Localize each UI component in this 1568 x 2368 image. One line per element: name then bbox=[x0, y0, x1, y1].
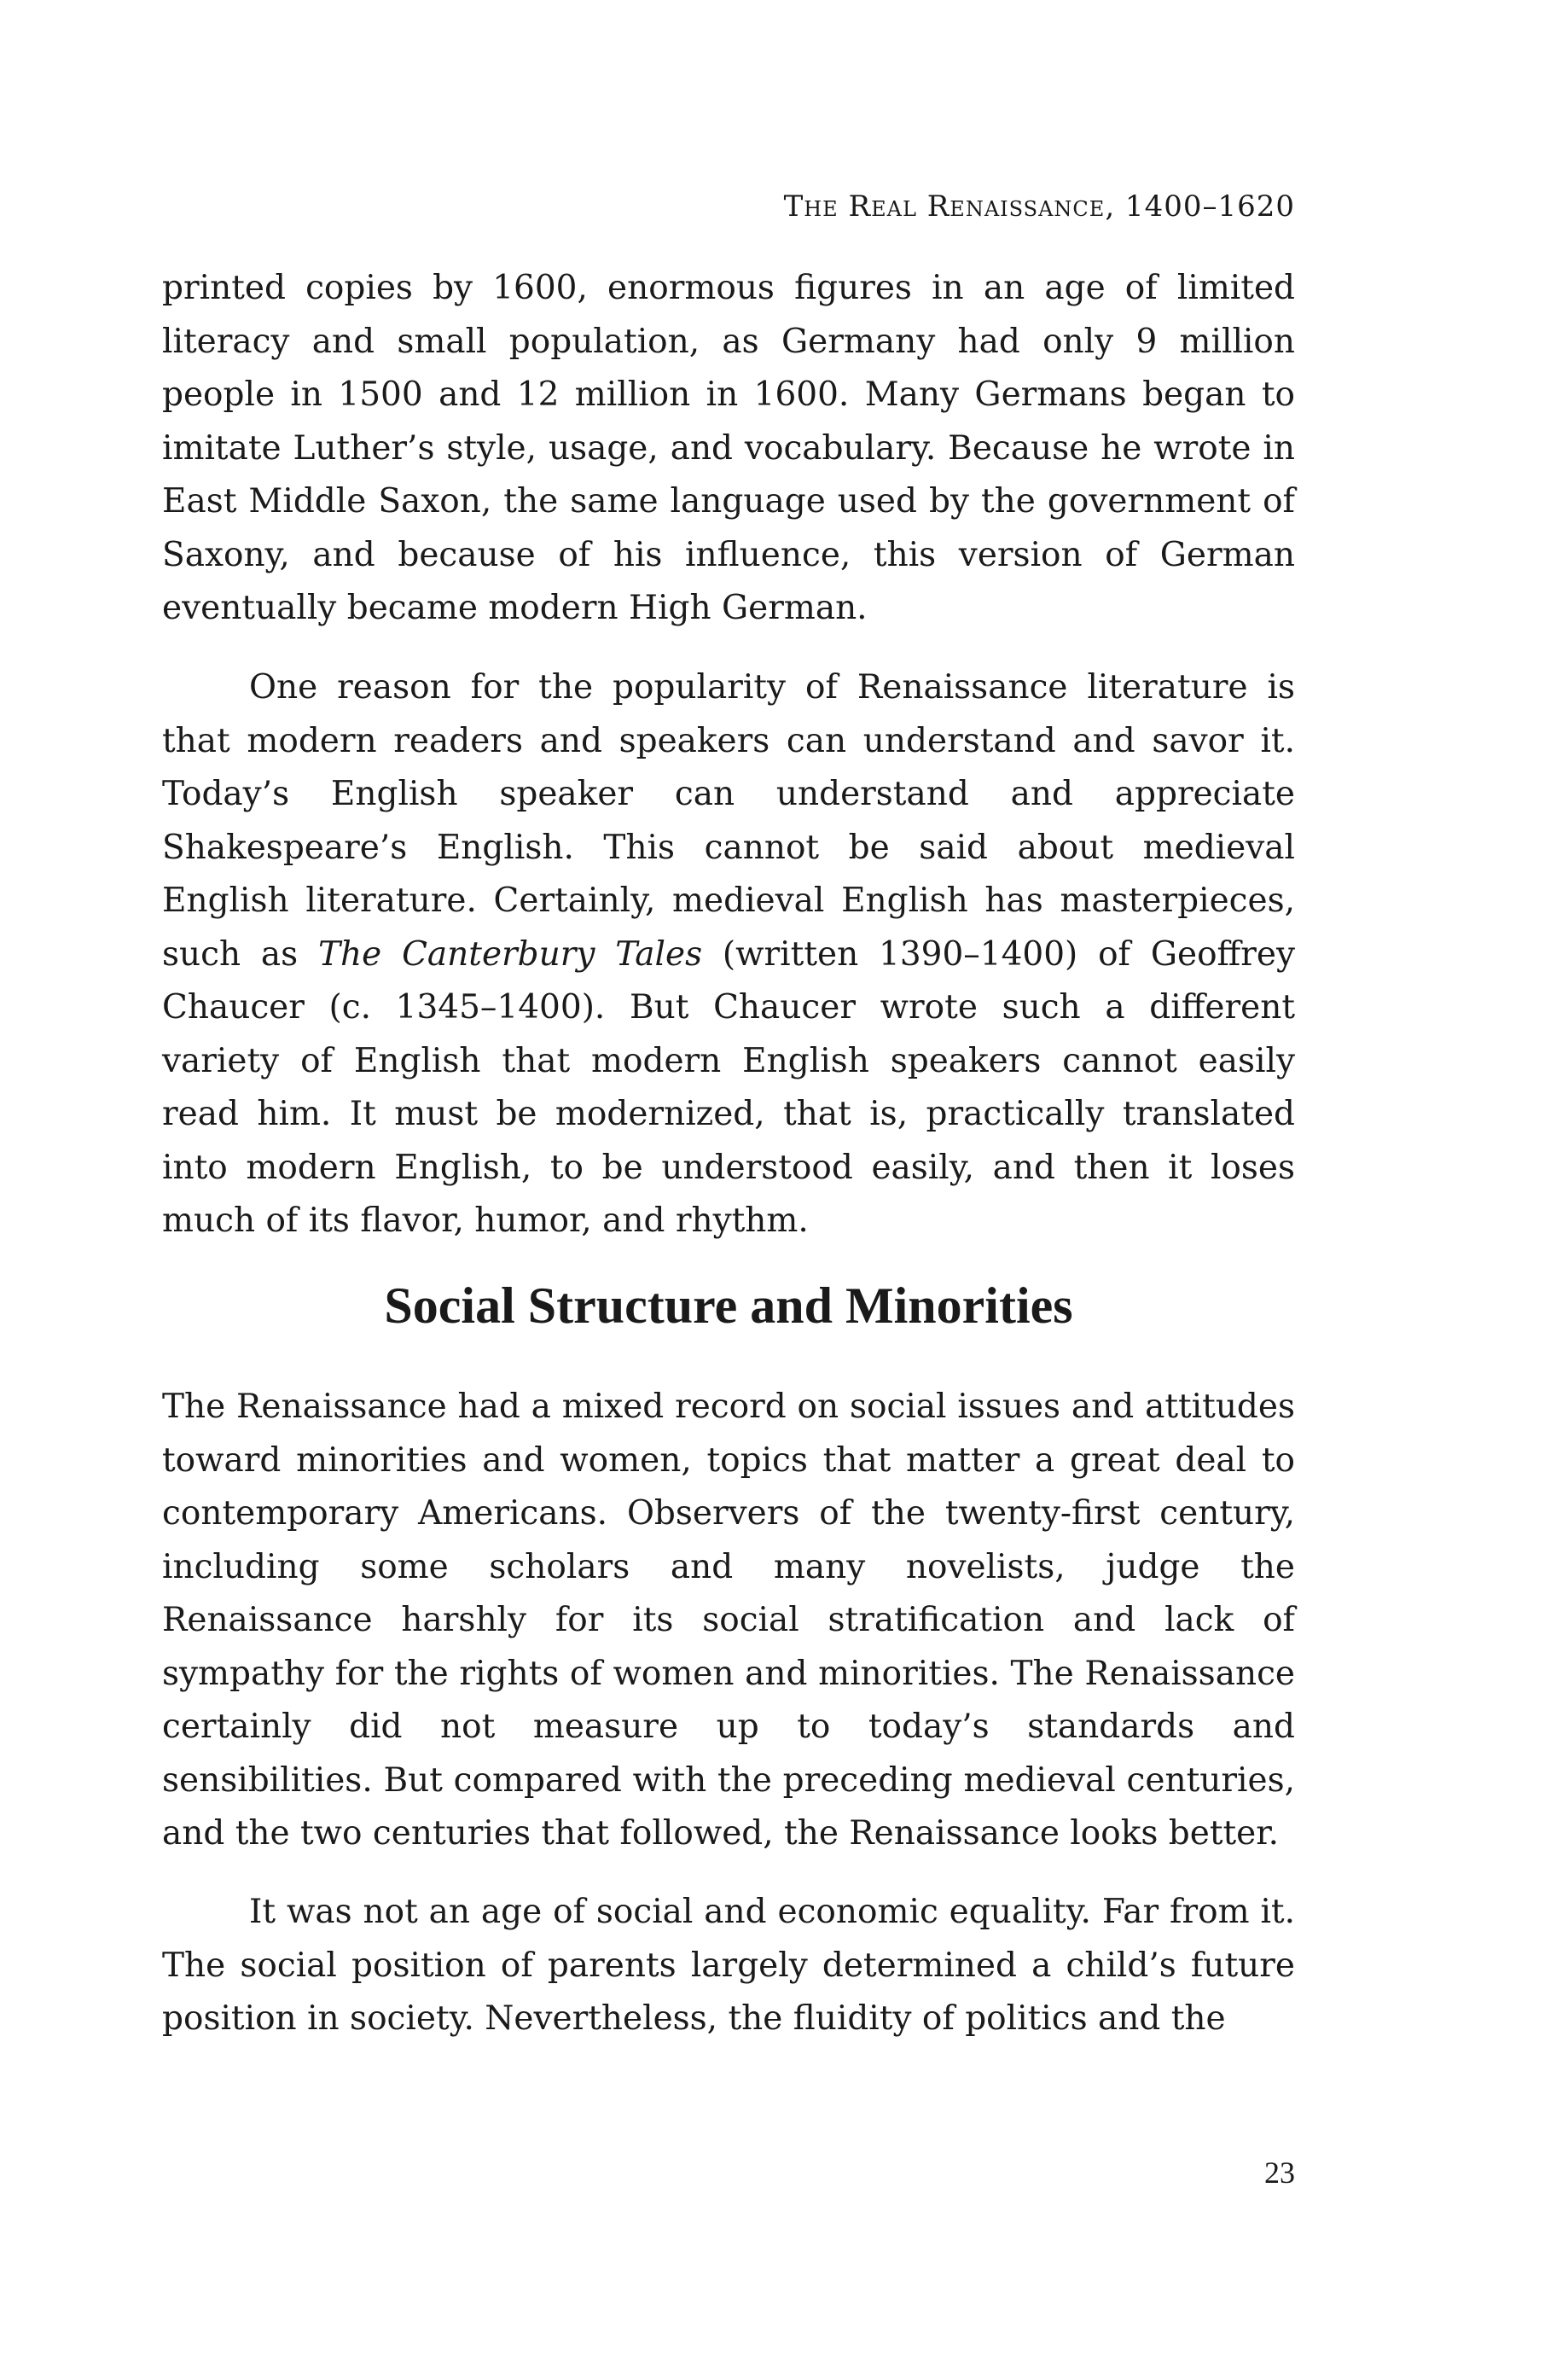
page-number: 23 bbox=[1264, 2156, 1295, 2190]
paragraph-4: It was not an age of social and economic equality. Far from it. The social position of parents largely determined a child’s future position in society. Nevertheless, the fluidity of politics and the bbox=[162, 1893, 1295, 2038]
body-text-block-4 bbox=[162, 1886, 1295, 2046]
body-text-block-2 bbox=[162, 661, 1295, 1248]
body-text-block-3 bbox=[162, 1381, 1295, 1861]
paragraph-2-part-1: One reason for the popularity of Renaissance literature is that modern readers and speakers can understand and savor it. Today’s English speaker can understand and appreciate Shakespeare’s English. This cannot be said about medieval English literature. Certainly, medieval English has masterpieces, such as bbox=[162, 668, 1295, 974]
book-title-italic: The Canterbury Tales bbox=[318, 934, 703, 974]
body-text-block-1 bbox=[162, 262, 1295, 636]
paragraph-1: printed copies by 1600, enormous figures in an age of limited literacy and small population, as Germany had only 9 million people in 1500 and 12 million in 1600. Many Germans began to imitate Luther’s style, usage, and vocabulary. Because he wrote in East Middle Saxon, the same language used by the government of Saxony, and because of his influence, this version of German eventually became modern High German. bbox=[162, 269, 1295, 627]
paragraph-2 bbox=[162, 661, 1295, 1248]
section-heading: Social Structure and Minorities bbox=[384, 1277, 1073, 1334]
running-head: The Real Renaissance, 1400–1620 bbox=[783, 189, 1295, 224]
paragraph-2-part-2: (written 1390–1400) of Geoffrey Chaucer (c. 1345–1400). But Chaucer wrote such a different variety of English that modern English speakers cannot easily read him. It must be modernized, that is, practically translated into modern English, to be understood easily, and then it loses much of its flavor, humor, and rhythm. bbox=[162, 934, 1296, 1240]
paragraph-3: The Renaissance had a mixed record on social issues and attitudes toward minorities and women, topics that matter a great deal to contemporary Americans. Observers of the twenty-first century, including some scholars and many novelists, judge the Renaissance harshly for its social stratification and lack of sympathy for the rights of women and minorities. The Renaissance certainly did not measure up to today’s standards and sensibilities. But compared with the preceding medieval centuries, and the two centuries that followed, the Renaissance looks better. bbox=[162, 1388, 1295, 1853]
